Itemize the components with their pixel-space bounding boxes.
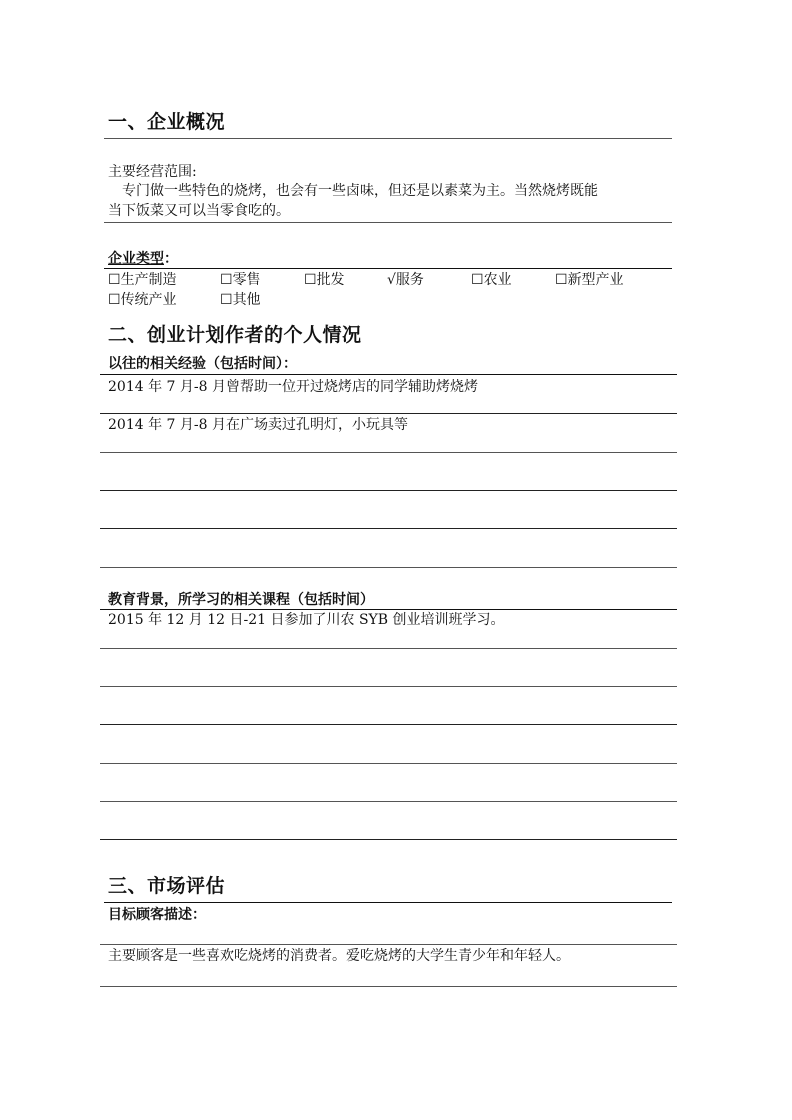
education-line-1: 2015 年 12 月 12 日-21 日参加了川农 SYB 创业培训班学习。 xyxy=(108,612,505,628)
type-option-other[interactable]: ☐其他 xyxy=(220,292,261,308)
checkbox-icon: ☐ xyxy=(220,272,233,288)
type-option-agriculture[interactable]: ☐农业 xyxy=(471,272,512,288)
experience-rule xyxy=(100,490,677,491)
type-option-traditional-industry[interactable]: ☐传统产业 xyxy=(108,292,177,308)
divider xyxy=(104,138,672,139)
checkbox-icon: ☐ xyxy=(108,272,121,288)
education-rule xyxy=(100,686,677,687)
checkbox-icon: ☐ xyxy=(108,292,121,308)
experience-rule xyxy=(100,413,677,414)
target-rule xyxy=(100,986,677,987)
checkbox-icon: ☐ xyxy=(555,272,568,288)
section-1-title: 一、企业概况 xyxy=(108,111,226,133)
divider xyxy=(104,268,672,269)
business-scope-text-line2: 当下饭菜又可以当零食吃的。 xyxy=(108,203,290,219)
checkbox-icon: ☐ xyxy=(220,292,233,308)
education-rule xyxy=(100,801,677,802)
education-rule xyxy=(100,763,677,764)
target-customer-label: 目标顾客描述： xyxy=(108,907,206,923)
type-option-manufacturing[interactable]: ☐生产制造 xyxy=(108,272,177,288)
divider xyxy=(100,374,677,375)
checkbox-icon: ☐ xyxy=(304,272,317,288)
target-customer-text: 主要顾客是一些喜欢吃烧烤的消费者。爱吃烧烤的大学生青少年和年轻人。 xyxy=(108,948,570,964)
type-option-new-industry[interactable]: ☐新型产业 xyxy=(555,272,624,288)
target-rule xyxy=(100,944,677,945)
type-option-retail[interactable]: ☐零售 xyxy=(220,272,261,288)
business-type-label: 企业类型： xyxy=(108,251,178,267)
business-scope-text-line1: 专门做一些特色的烧烤，也会有一些卤味，但还是以素菜为主。当然烧烤既能 xyxy=(122,183,598,199)
education-label: 教育背景，所学习的相关课程（包括时间） xyxy=(108,592,374,608)
experience-rule xyxy=(100,452,677,453)
experience-line-2: 2014 年 7 月-8 月在广场卖过孔明灯，小玩具等 xyxy=(108,417,408,433)
experience-rule xyxy=(100,567,677,568)
education-rule xyxy=(100,724,677,725)
experience-label: 以往的相关经验（包括时间）： xyxy=(108,356,297,372)
business-scope-label: 主要经营范围: xyxy=(108,164,197,180)
education-rule xyxy=(100,648,677,649)
experience-rule xyxy=(100,528,677,529)
section-3-title: 三、市场评估 xyxy=(108,875,226,897)
type-option-service[interactable]: √服务 xyxy=(387,272,424,288)
checkbox-icon: ☐ xyxy=(471,272,484,288)
divider xyxy=(104,222,672,223)
education-rule xyxy=(100,839,677,840)
section-2-title: 二、创业计划作者的个人情况 xyxy=(108,324,362,346)
checkmark-icon: √ xyxy=(387,272,396,288)
divider xyxy=(104,902,672,903)
type-option-wholesale[interactable]: ☐批发 xyxy=(304,272,345,288)
experience-line-1: 2014 年 7 月-8 月曾帮助一位开过烧烤店的同学辅助烤烧烤 xyxy=(108,379,478,395)
